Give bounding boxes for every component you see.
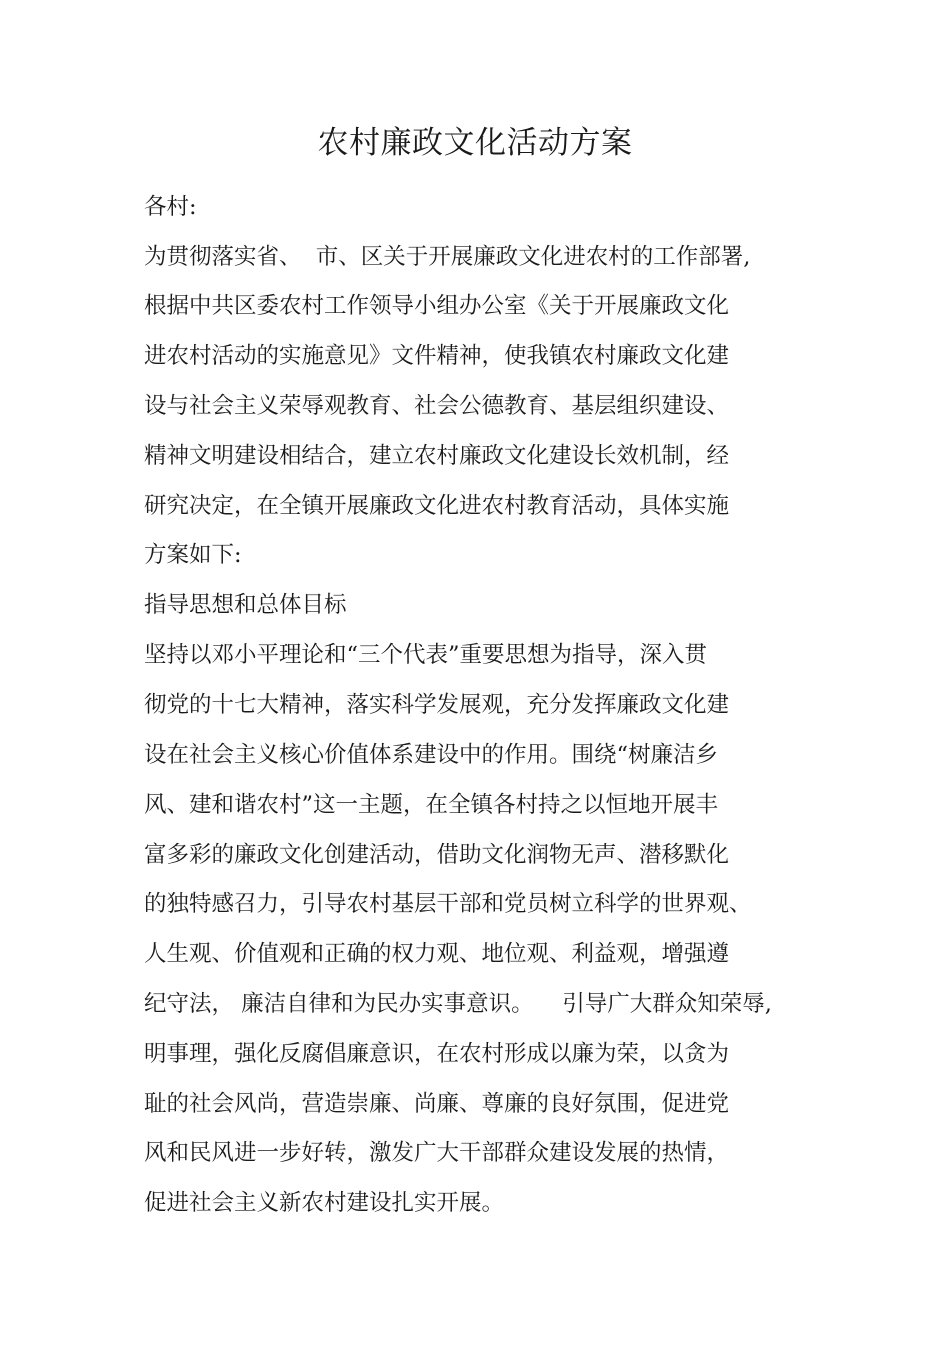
body-line: 耻的社会风尚，营造崇廉、尚廉、尊廉的良好氛围，促进党 [144, 1091, 730, 1117]
section-heading: 指导思想和总体目标 [144, 592, 347, 618]
body-line: 的独特感召力，引导农村基层干部和党员树立科学的世界观、 [144, 891, 752, 917]
intro-line: 研究决定，在全镇开展廉政文化进农村教育活动，具体实施 [144, 493, 730, 519]
intro-line: 为贯彻落实省、 市、区关于开展廉政文化进农村的工作部署, [144, 244, 751, 270]
body-line: 明事理，强化反腐倡廉意识，在农村形成以廉为荣，以贪为 [144, 1041, 730, 1067]
intro-line: 方案如下: [144, 542, 242, 568]
intro-line: 设与社会主义荣辱观教育、社会公德教育、基层组织建设、 [144, 393, 730, 419]
intro-line: 进农村活动的实施意见》文件精神，使我镇农村廉政文化建 [144, 343, 730, 369]
body-line: 彻党的十七大精神，落实科学发展观，充分发挥廉政文化建 [144, 692, 730, 718]
body-line: 风和民风进一步好转，激发广大干部群众建设发展的热情， [144, 1140, 730, 1166]
body-line: 富多彩的廉政文化创建活动，借助文化润物无声、潜移默化 [144, 842, 730, 868]
intro-line: 精神文明建设相结合，建立农村廉政文化建设长效机制，经 [144, 443, 730, 469]
body-line: 设在社会主义核心价值体系建设中的作用。围绕“树廉洁乡 [144, 742, 719, 768]
document-title: 农村廉政文化活动方案 [317, 125, 633, 161]
body-line: 人生观、价值观和正确的权力观、地位观、利益观，增强遵 [144, 941, 730, 967]
body-line: 纪守法， 廉洁自律和为民办实事意识。 引导广大群众知荣辱, [144, 991, 772, 1017]
body-line: 促进社会主义新农村建设扎实开展。 [144, 1190, 505, 1216]
intro-line: 根据中共区委农村工作领导小组办公室《关于开展廉政文化 [144, 293, 730, 319]
body-line: 风、建和谐农村”这一主题，在全镇各村持之以恒地开展丰 [144, 792, 719, 818]
body-line: 坚持以邓小平理论和“三个代表”重要思想为指导，深入贯 [144, 642, 708, 668]
salutation: 各村: [144, 194, 197, 220]
